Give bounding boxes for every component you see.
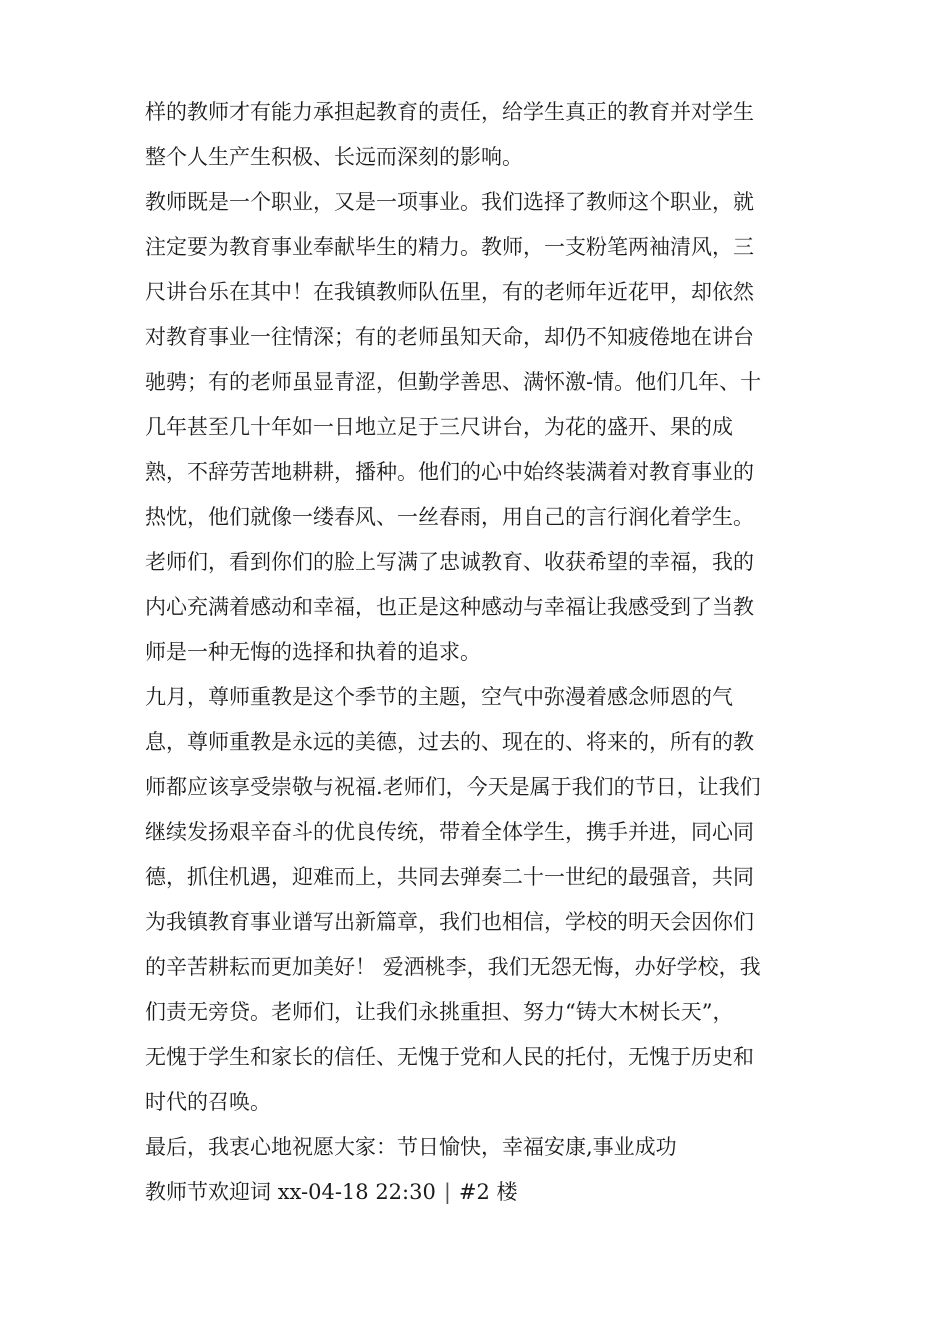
post-timestamp: xx-04-18 22:30	[277, 1180, 436, 1204]
text-line-2: 整个人生产生积极、长远而深刻的影响。	[145, 145, 523, 169]
text-line-11: 老师们，看到你们的脸上写满了忠诚教育、收获希望的幸福，我的	[145, 550, 754, 574]
text-line-22: 无愧于学生和家长的信任、无愧于党和人民的托付，无愧于历史和	[145, 1045, 754, 1069]
document-body	[145, 90, 810, 1215]
text-line-1: 样的教师才有能力承担起教育的责任，给学生真正的教育并对学生	[145, 100, 754, 124]
text-line-19: 为我镇教育事业谱写出新篇章，我们也相信，学校的明天会因你们	[145, 910, 754, 934]
text-line-9: 熟，不辞劳苦地耕耕，播种。他们的心中始终装满着对教育事业的	[145, 460, 754, 484]
text-line-20: 的辛苦耕耘而更加美好！ 爱洒桃李，我们无怨无悔，办好学校，我	[145, 955, 761, 979]
text-line-21: 们责无旁贷。老师们，让我们永挑重担、努力“铸大木树长天”，	[145, 1000, 734, 1024]
footer-separator: |	[443, 1180, 451, 1204]
text-line-10: 热忱，他们就像一缕春风、一丝春雨，用自己的言行润化着学生。	[145, 505, 754, 529]
text-line-23: 时代的召唤。	[145, 1090, 271, 1114]
text-line-7: 驰骋；有的老师虽显青涩，但勤学善思、满怀激-情。他们几年、十	[145, 370, 762, 394]
post-footer	[145, 1170, 810, 1215]
post-title: 教师节欢迎词	[145, 1180, 271, 1204]
text-line-18: 德，抓住机遇，迎难而上，共同去弹奏二十一世纪的最强音，共同	[145, 865, 754, 889]
text-line-8: 几年甚至几十年如一日地立足于三尺讲台，为花的盛开、果的成	[145, 415, 733, 439]
text-line-3: 教师既是一个职业，又是一项事业。我们选择了教师这个职业，就	[145, 190, 754, 214]
text-line-17: 继续发扬艰辛奋斗的优良传统，带着全体学生，携手并进，同心同	[145, 820, 754, 844]
text-line-24: 最后，我衷心地祝愿大家：节日愉快，幸福安康,事业成功	[145, 1135, 677, 1159]
text-line-13: 师是一种无悔的选择和执着的追求。	[145, 640, 481, 664]
text-line-5: 尺讲台乐在其中！在我镇教师队伍里，有的老师年近花甲，却依然	[145, 280, 754, 304]
text-line-12: 内心充满着感动和幸福，也正是这种感动与幸福让我感受到了当教	[145, 595, 754, 619]
text-line-16: 师都应该享受崇敬与祝福.老师们，今天是属于我们的节日，让我们	[145, 775, 761, 799]
post-floor-number: #2 楼	[458, 1180, 518, 1204]
text-line-14: 九月，尊师重教是这个季节的主题，空气中弥漫着感念师恩的气	[145, 685, 733, 709]
text-line-15: 息，尊师重教是永远的美德，过去的、现在的、将来的，所有的教	[145, 730, 754, 754]
text-line-6: 对教育事业一往情深；有的老师虽知天命，却仍不知疲倦地在讲台	[145, 325, 754, 349]
text-line-4: 注定要为教育事业奉献毕生的精力。教师，一支粉笔两袖清风，三	[145, 235, 754, 259]
